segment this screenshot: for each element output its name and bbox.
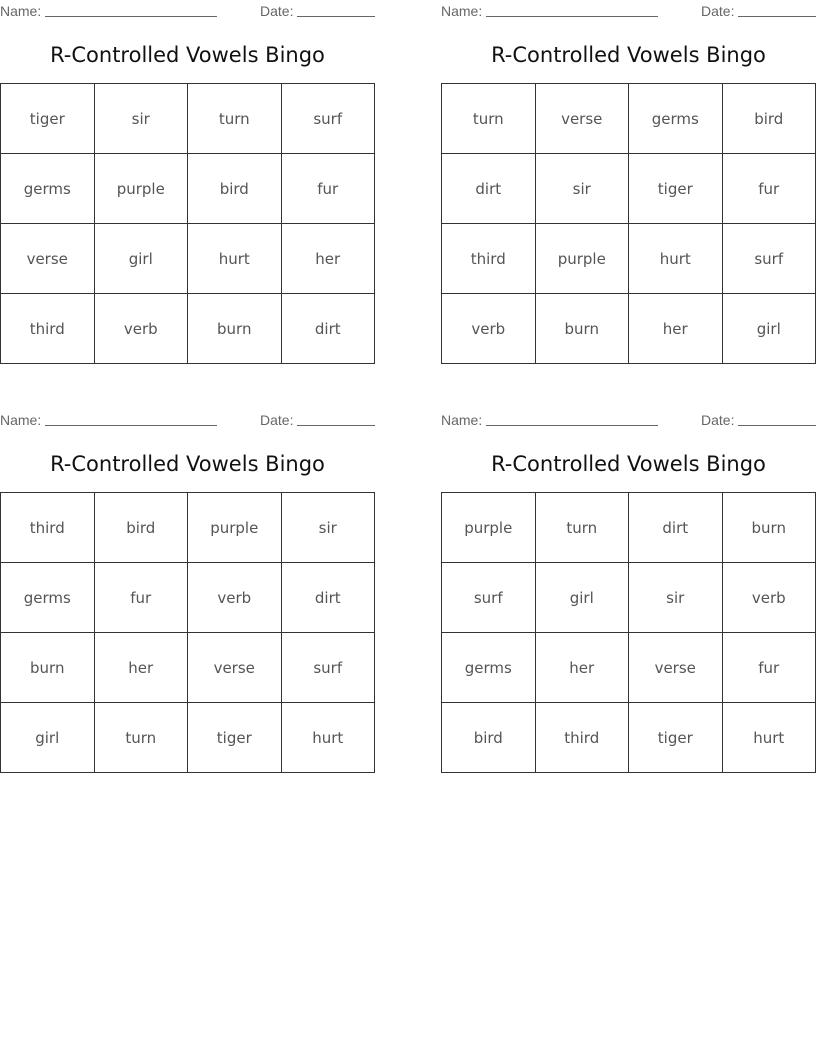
bingo-cell: purple bbox=[188, 493, 282, 563]
bingo-cell: surf bbox=[442, 563, 536, 633]
bingo-cell: burn bbox=[535, 294, 629, 364]
bingo-cell: sir bbox=[281, 493, 375, 563]
bingo-cell: bird bbox=[442, 703, 536, 773]
bingo-cell: her bbox=[629, 294, 723, 364]
date-blank-line bbox=[297, 425, 375, 426]
bingo-cell: girl bbox=[94, 224, 188, 294]
bingo-grid bbox=[0, 492, 375, 773]
date-label: Date: bbox=[260, 412, 294, 428]
bingo-cell: girl bbox=[722, 294, 816, 364]
bingo-cell: girl bbox=[535, 563, 629, 633]
bingo-cell: turn bbox=[535, 493, 629, 563]
bingo-cell: dirt bbox=[442, 154, 536, 224]
bingo-card-4 bbox=[441, 409, 816, 773]
bingo-cell: third bbox=[1, 294, 95, 364]
bingo-cell: verb bbox=[188, 563, 282, 633]
bingo-cell: her bbox=[281, 224, 375, 294]
bingo-cell: germs bbox=[442, 633, 536, 703]
bingo-cell: verb bbox=[94, 294, 188, 364]
date-blank-line bbox=[297, 16, 375, 17]
bingo-cell: girl bbox=[1, 703, 95, 773]
bingo-row bbox=[442, 224, 816, 294]
bingo-cell: dirt bbox=[281, 563, 375, 633]
date-blank-line bbox=[738, 425, 816, 426]
bingo-cell: turn bbox=[188, 84, 282, 154]
bingo-cell: verb bbox=[442, 294, 536, 364]
name-blank-line bbox=[486, 16, 658, 17]
bingo-cell: fur bbox=[722, 633, 816, 703]
bingo-row bbox=[1, 493, 375, 563]
bingo-grid bbox=[0, 83, 375, 364]
bingo-cell: bird bbox=[188, 154, 282, 224]
bingo-cell: third bbox=[535, 703, 629, 773]
bingo-cell: bird bbox=[94, 493, 188, 563]
bingo-row bbox=[442, 633, 816, 703]
bingo-cell: tiger bbox=[629, 154, 723, 224]
bingo-row bbox=[442, 493, 816, 563]
bingo-row bbox=[1, 633, 375, 703]
name-date-header bbox=[441, 412, 816, 428]
bingo-cell: verse bbox=[188, 633, 282, 703]
bingo-cell: germs bbox=[1, 563, 95, 633]
bingo-card-3 bbox=[0, 409, 375, 773]
date-label: Date: bbox=[260, 3, 294, 19]
bingo-cell: verse bbox=[629, 633, 723, 703]
bingo-cell: sir bbox=[629, 563, 723, 633]
bingo-row bbox=[442, 294, 816, 364]
bingo-row bbox=[1, 224, 375, 294]
bingo-row bbox=[1, 294, 375, 364]
bingo-cell: tiger bbox=[629, 703, 723, 773]
bingo-cell: hurt bbox=[188, 224, 282, 294]
name-date-header bbox=[0, 412, 375, 428]
date-blank-line bbox=[738, 16, 816, 17]
bingo-cell: verse bbox=[535, 84, 629, 154]
bingo-cell: sir bbox=[94, 84, 188, 154]
bingo-row bbox=[1, 563, 375, 633]
bingo-cell: dirt bbox=[281, 294, 375, 364]
bingo-cell: her bbox=[94, 633, 188, 703]
name-blank-line bbox=[45, 16, 217, 17]
bingo-cell: burn bbox=[188, 294, 282, 364]
bingo-cell: verse bbox=[1, 224, 95, 294]
bingo-row bbox=[1, 154, 375, 224]
bingo-cell: surf bbox=[722, 224, 816, 294]
bingo-row bbox=[442, 703, 816, 773]
bingo-cell: purple bbox=[94, 154, 188, 224]
bingo-cell: her bbox=[535, 633, 629, 703]
name-blank-line bbox=[486, 425, 658, 426]
bingo-card-1 bbox=[0, 0, 375, 364]
card-title: R-Controlled Vowels Bingo bbox=[491, 43, 766, 67]
date-label: Date: bbox=[701, 412, 735, 428]
date-label: Date: bbox=[701, 3, 735, 19]
bingo-cell: burn bbox=[722, 493, 816, 563]
name-date-header bbox=[0, 3, 375, 19]
name-label: Name: bbox=[0, 3, 42, 19]
bingo-row bbox=[442, 154, 816, 224]
bingo-row bbox=[442, 84, 816, 154]
bingo-cell: germs bbox=[1, 154, 95, 224]
name-label: Name: bbox=[441, 412, 483, 428]
bingo-cell: hurt bbox=[722, 703, 816, 773]
bingo-cell: surf bbox=[281, 84, 375, 154]
bingo-cell: germs bbox=[629, 84, 723, 154]
card-title: R-Controlled Vowels Bingo bbox=[491, 452, 766, 476]
bingo-cell: burn bbox=[1, 633, 95, 703]
bingo-row bbox=[1, 703, 375, 773]
name-blank-line bbox=[45, 425, 217, 426]
bingo-row bbox=[1, 84, 375, 154]
bingo-cell: hurt bbox=[629, 224, 723, 294]
name-label: Name: bbox=[0, 412, 42, 428]
bingo-cell: dirt bbox=[629, 493, 723, 563]
bingo-cell: hurt bbox=[281, 703, 375, 773]
bingo-cell: fur bbox=[94, 563, 188, 633]
bingo-cell: purple bbox=[535, 224, 629, 294]
bingo-cell: tiger bbox=[1, 84, 95, 154]
bingo-grid bbox=[441, 83, 816, 364]
bingo-grid bbox=[441, 492, 816, 773]
bingo-cell: turn bbox=[94, 703, 188, 773]
bingo-cell: tiger bbox=[188, 703, 282, 773]
bingo-card-2 bbox=[441, 0, 816, 364]
bingo-cell: turn bbox=[442, 84, 536, 154]
bingo-cell: bird bbox=[722, 84, 816, 154]
bingo-row bbox=[442, 563, 816, 633]
bingo-cell: third bbox=[442, 224, 536, 294]
name-label: Name: bbox=[441, 3, 483, 19]
bingo-cell: purple bbox=[442, 493, 536, 563]
card-title: R-Controlled Vowels Bingo bbox=[50, 452, 325, 476]
bingo-cell: sir bbox=[535, 154, 629, 224]
bingo-cell: surf bbox=[281, 633, 375, 703]
bingo-cell: third bbox=[1, 493, 95, 563]
bingo-cell: fur bbox=[281, 154, 375, 224]
name-date-header bbox=[441, 3, 816, 19]
card-title: R-Controlled Vowels Bingo bbox=[50, 43, 325, 67]
bingo-cell: fur bbox=[722, 154, 816, 224]
bingo-cell: verb bbox=[722, 563, 816, 633]
